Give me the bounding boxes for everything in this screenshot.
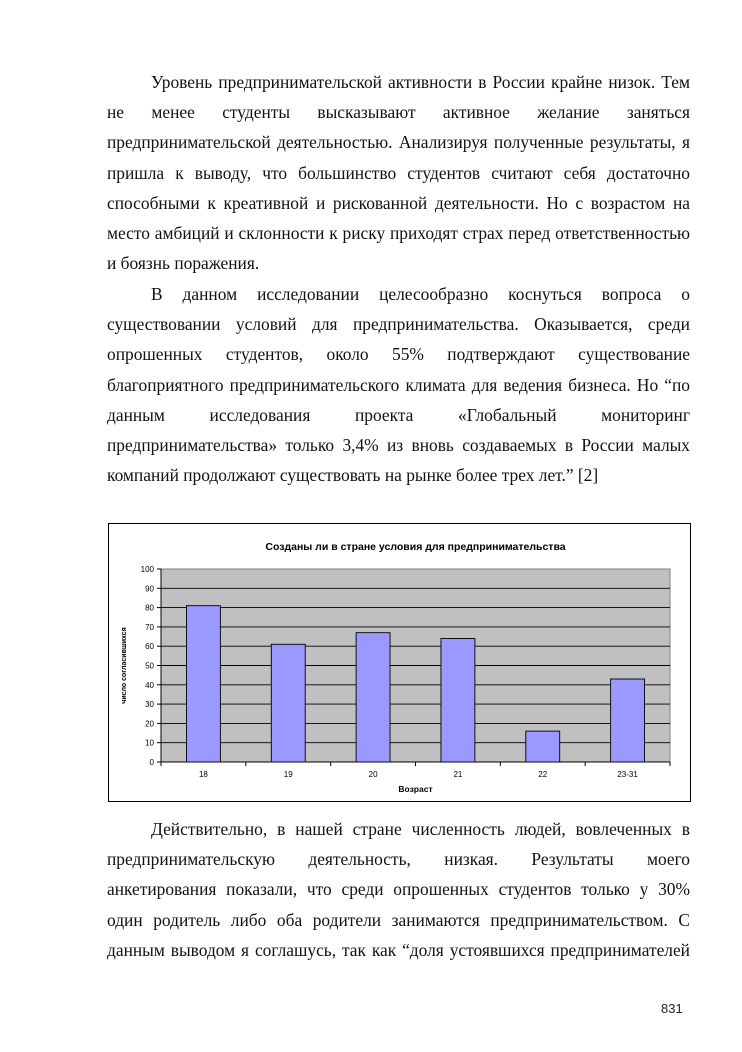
y-tick-label: 30 — [145, 700, 154, 710]
y-tick-label: 80 — [145, 603, 154, 613]
bar-20 — [356, 633, 390, 762]
y-tick-label: 90 — [145, 584, 154, 594]
x-tick-label: 21 — [453, 770, 463, 779]
y-tick-label: 20 — [145, 719, 154, 729]
chart-svg — [109, 524, 692, 803]
paragraph-2 — [107, 279, 690, 490]
bar-21 — [441, 638, 475, 762]
y-tick-label: 10 — [145, 738, 154, 748]
text-line: Действительно, в нашей стране численность людей, вовлеченных в — [151, 819, 690, 839]
text-line: В данном исследовании целесообразно коснуться вопроса о — [151, 284, 690, 304]
y-tick-label: 50 — [145, 661, 154, 671]
y-axis-label: число согласившихся — [121, 627, 128, 704]
text-line: опрошенных студентов, около 55% подтверждают существование — [107, 344, 690, 365]
paragraph-3 — [107, 814, 690, 965]
x-tick-label: 20 — [368, 770, 378, 779]
text-line: место амбиций и склонности к риску приходят страх перед ответственностью — [107, 222, 690, 243]
chart-title: Созданы ли в стране условия для предпринимательства — [265, 541, 566, 553]
text-line: и боязнь поражения. — [107, 253, 260, 274]
text-line: существовании условий для предпринимательства. Оказывается, среди — [107, 314, 690, 335]
text-line: анкетирования показали, что среди опрошенных студентов только у 30% — [107, 879, 690, 900]
text-line: Уровень предпринимательской активности в России крайне низок. Тем — [151, 72, 690, 92]
x-tick-label: 23-31 — [617, 770, 638, 779]
x-axis-label: Возраст — [398, 784, 433, 794]
text-line: данным исследования проекта «Глобальный мониторинг — [107, 404, 690, 425]
text-line: способными к креативной и рискованной деятельности. Но с возрастом на — [107, 192, 690, 213]
y-tick-label: 60 — [145, 642, 154, 652]
bar-18 — [186, 606, 220, 762]
y-tick-label: 40 — [145, 680, 154, 690]
x-tick-label: 22 — [538, 770, 548, 779]
bar-23-31 — [611, 679, 645, 762]
text-line: предпринимательской деятельностью. Анализируя полученные результаты, я — [107, 132, 690, 153]
text-line: предпринимательства» только 3,4% из вновь создаваемых в России малых — [107, 434, 690, 455]
text-line: пришла к выводу, что большинство студентов считают себя достаточно — [107, 162, 690, 183]
bar-22 — [526, 731, 560, 762]
page-number: 831 — [661, 1001, 683, 1016]
text-line: данным выводом я соглашусь, так как “доля устоявшихся предпринимателей — [107, 939, 690, 960]
y-tick-label: 0 — [149, 758, 154, 767]
x-tick-label: 19 — [283, 770, 293, 779]
x-tick-label: 18 — [198, 770, 208, 779]
bar-chart — [108, 523, 691, 802]
bar-19 — [271, 644, 305, 762]
text-line: один родитель либо оба родители занимаются предпринимательством. С — [107, 909, 690, 930]
text-line: предпринимательскую деятельность, низкая. Результаты моего — [107, 849, 690, 870]
y-tick-label: 70 — [145, 622, 154, 632]
paragraph-1 — [107, 67, 690, 278]
text-line: не менее студенты высказывают активное желание заняться — [107, 102, 690, 123]
text-line: благоприятного предпринимательского климата для ведения бизнеса. Но “по — [107, 374, 690, 395]
y-tick-label: 100 — [140, 565, 154, 574]
text-line: компаний продолжают существовать на рынке более трех лет.” [2] — [107, 465, 599, 486]
